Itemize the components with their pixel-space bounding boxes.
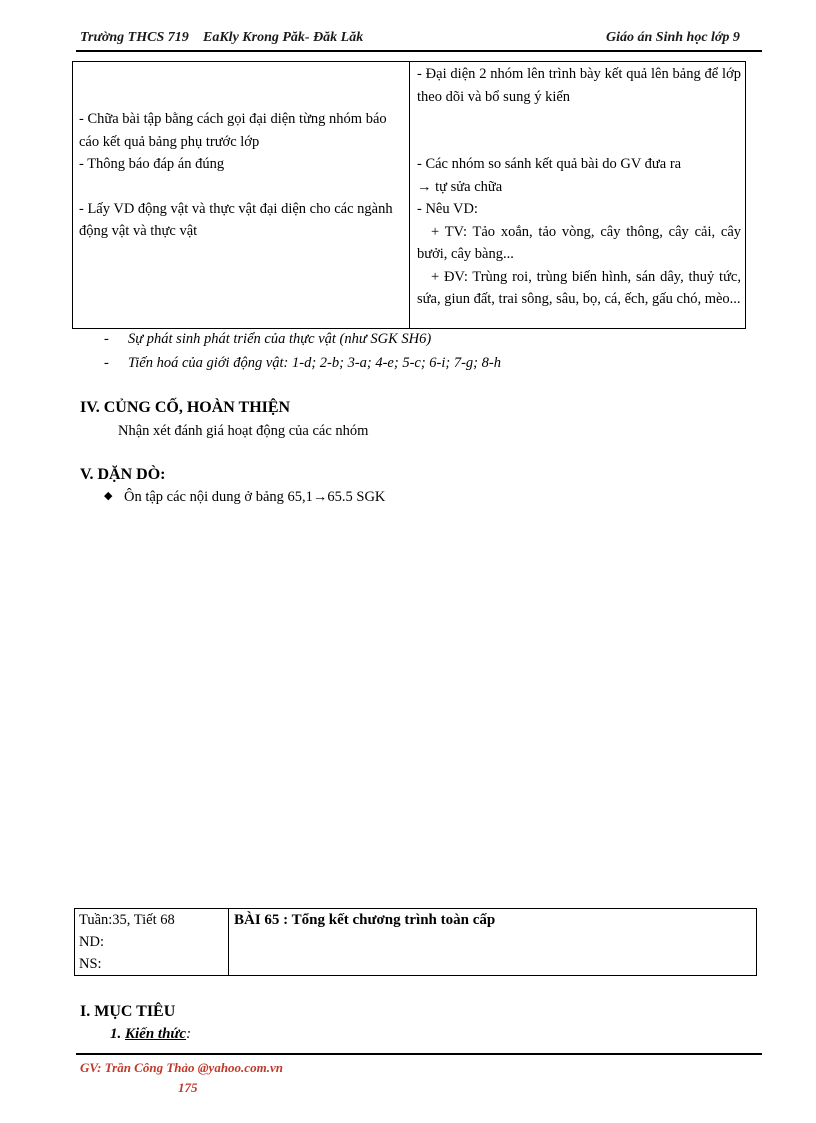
- section-5-item: [124, 489, 385, 506]
- student-activity-2b: [417, 176, 741, 199]
- arrow-symbol-icon: →: [312, 489, 328, 505]
- section-5-item-after: 65.5 SGK: [327, 489, 386, 505]
- student-activity-2: - Các nhóm so sánh kết quả bài do GV đưa ra: [417, 156, 682, 172]
- note-dash-2: -: [104, 355, 109, 371]
- objectives-subtitle: [110, 1026, 191, 1043]
- objectives-sub-number: 1.: [110, 1026, 122, 1042]
- section-4-title: IV. CỦNG CỐ, HOÀN THIỆN: [80, 399, 291, 416]
- lesson-ns: NS:: [79, 956, 102, 972]
- note-dash-1: -: [104, 331, 109, 347]
- lesson-box-divider: [228, 908, 229, 976]
- header-subject: Giáo án Sinh học lớp 9: [606, 30, 740, 45]
- section-5-item-before: Ôn tập các nội dung ở bảng 65,1: [124, 489, 313, 505]
- header-location: EaKly Krong Păk- Đăk Lăk: [203, 30, 364, 45]
- section-4-text: Nhận xét đánh giá hoạt động của các nhóm: [118, 423, 369, 439]
- lesson-week: Tuần:35, Tiết 68: [79, 912, 175, 928]
- student-activity-2b-text: tự sửa chữa: [435, 178, 503, 195]
- student-activity-1: - Đại diện 2 nhóm lên trình bày kết quả lên bảng để lớp theo dõi và bổ sung ý kiến: [417, 66, 741, 105]
- lesson-nd: ND:: [79, 934, 104, 950]
- footer-teacher: GV: Trần Công Thảo @yahoo.com.vn: [80, 1060, 283, 1075]
- objectives-sub-label: Kiến thức: [125, 1026, 187, 1042]
- table-left-column: [79, 108, 404, 243]
- header-school: Trường THCS 719: [80, 30, 189, 45]
- lesson-title: BÀI 65 : Tổng kết chương trình toàn cấp: [234, 912, 496, 928]
- objectives-sub-colon: :: [186, 1026, 192, 1042]
- footer-rule: [76, 1053, 762, 1055]
- table-divider: [409, 61, 410, 329]
- header-rule: [76, 50, 762, 52]
- note-1: Sự phát sinh phát triển của thực vật (như SGK SH6): [128, 331, 432, 347]
- student-activity-3: - Nêu VD:: [417, 201, 478, 217]
- teacher-activity-2: - Thông báo đáp án đúng: [79, 156, 225, 172]
- objectives-title: I. MỤC TIÊU: [80, 1003, 176, 1020]
- student-activity-dv: + ĐV: Trùng roi, trùng biến hình, sán dây, thuỷ tức, sứa, giun đất, trai sông, sâu, bọ, cá, ếch, gấu chó, mèo...: [417, 268, 741, 307]
- table-right-column: [417, 63, 741, 311]
- diamond-bullet-icon: ◆: [104, 490, 113, 502]
- student-activity-tv: + TV: Tảo xoắn, tảo vòng, cây thông, cây cải, cây bưởi, cây bàng...: [417, 223, 741, 262]
- page-number: 175: [178, 1080, 198, 1095]
- teacher-activity-1: - Chữa bài tập bằng cách gọi đại diện từng nhóm báo cáo kết quả bảng phụ trước lớp: [79, 111, 387, 150]
- section-5-title: V. DẶN DÒ:: [80, 466, 166, 483]
- note-2: Tiến hoá của giới động vật: 1-d; 2-b; 3-a; 4-e; 5-c; 6-i; 7-g; 8-h: [128, 355, 501, 371]
- arrow-symbol-icon: →: [417, 178, 432, 195]
- teacher-activity-3: - Lấy VD động vật và thực vật đại diện cho các ngành động vật và thực vật: [79, 200, 393, 239]
